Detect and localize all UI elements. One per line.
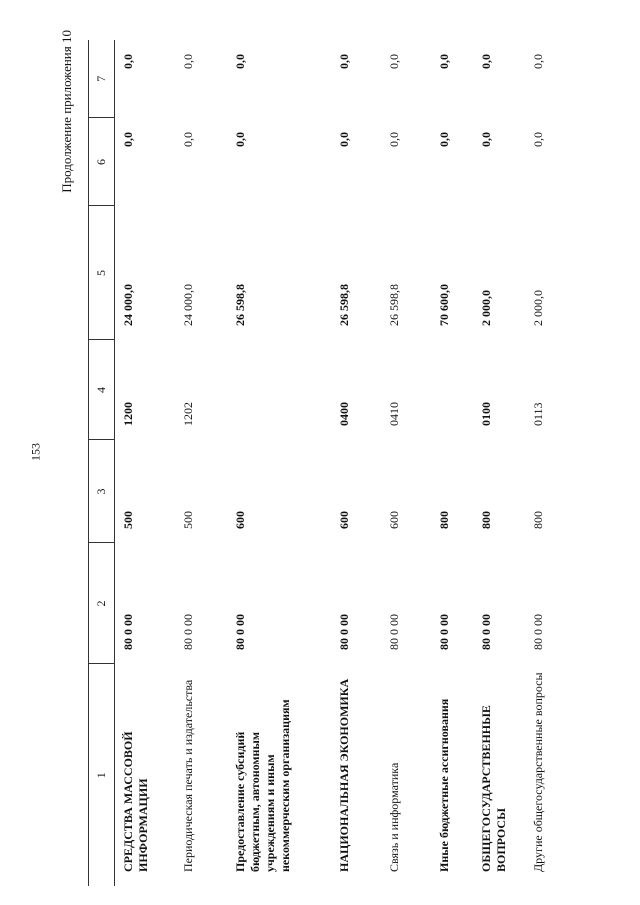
row-type: 800 [530,511,545,529]
row-sum: 24 000,0 [121,284,135,326]
row-type: 600 [336,511,351,529]
column-header: 7 [89,40,115,118]
row-section [227,340,331,440]
table-row [115,40,175,886]
row-col6: 0,0 [386,132,401,147]
budget-table [88,40,583,886]
row-code: 80 0 00 [232,614,247,650]
row-col6: 0,0 [336,132,351,147]
row-col7: 0,0 [436,54,451,69]
row-col6: 0,0 [478,132,493,147]
row-code: 80 0 00 [121,614,135,650]
table-body [115,40,583,886]
row-sum: 26 598,8 [386,284,401,326]
row-name: ОБЩЕГОСУДАРСТВЕННЫЕ ВОПРОСЫ [478,705,508,872]
table-row [175,40,227,886]
row-code: 80 0 00 [478,614,493,650]
row-col7: 0,0 [180,54,195,69]
table-row [473,40,525,886]
row-section: 0100 [478,402,493,426]
column-header: 1 [94,772,108,779]
column-header: 6 [89,118,115,206]
row-name: Предоставление субсидий бюджетным, автономным учреждениям и иным некоммерческим организациям [232,699,292,872]
row-sum: 2 000,0 [478,290,493,326]
row-section: 0410 [386,402,401,426]
row-section: 0113 [530,402,545,426]
row-type: 800 [478,511,493,529]
row-section: 0400 [336,402,351,426]
row-code: 80 0 00 [530,614,545,650]
row-code: 80 0 00 [180,614,195,650]
row-sum: 70 600,0 [436,284,451,326]
row-code: 80 0 00 [386,614,401,650]
row-name: Связь и информатика [386,762,401,872]
row-name: СРЕДСТВА МАССОВОЙ ИНФОРМАЦИИ [121,731,150,872]
continuation-label: Продолжение приложения 10 [59,30,74,193]
column-header: 2 [89,543,115,664]
row-name: Периодическая печать и издательства [180,679,195,872]
row-section: 1202 [180,402,195,426]
row-section: 1200 [121,402,135,426]
column-header: 3 [89,440,115,543]
row-sum: 24 000,0 [180,284,195,326]
row-type: 500 [121,511,135,529]
table-row [431,40,473,886]
row-type: 600 [232,511,247,529]
row-col6: 0,0 [436,132,451,147]
table-header [89,40,115,886]
row-code: 80 0 00 [336,614,351,650]
row-name: НАЦИОНАЛЬНАЯ ЭКОНОМИКА [336,678,351,872]
rotated-page [52,20,592,886]
row-col7: 0,0 [386,54,401,69]
row-col6: 0,0 [232,132,247,147]
row-col6: 0,0 [180,132,195,147]
row-col7: 0,0 [232,54,247,69]
row-name: Иные бюджетные ассигнования [436,698,451,872]
row-col7: 0,0 [121,54,135,69]
table-row [331,40,381,886]
row-col7: 0,0 [336,54,351,69]
row-sum: 2 000,0 [530,290,545,326]
row-sum: 26 598,8 [336,284,351,326]
page-number: 153 [28,443,43,461]
table-row [525,40,583,886]
row-col6: 0,0 [121,132,135,147]
row-type: 500 [180,511,195,529]
row-code: 80 0 00 [436,614,451,650]
row-sum: 26 598,8 [232,284,247,326]
table-row [381,40,431,886]
column-header: 5 [89,206,115,340]
table-row [227,40,331,886]
row-type: 600 [386,511,401,529]
row-type: 800 [436,511,451,529]
column-header: 4 [89,340,115,440]
row-col6: 0,0 [530,132,545,147]
row-col7: 0,0 [478,54,493,69]
row-col7: 0,0 [530,54,545,69]
row-name: Другие общегосударственные вопросы [530,672,545,872]
row-section [431,340,473,440]
